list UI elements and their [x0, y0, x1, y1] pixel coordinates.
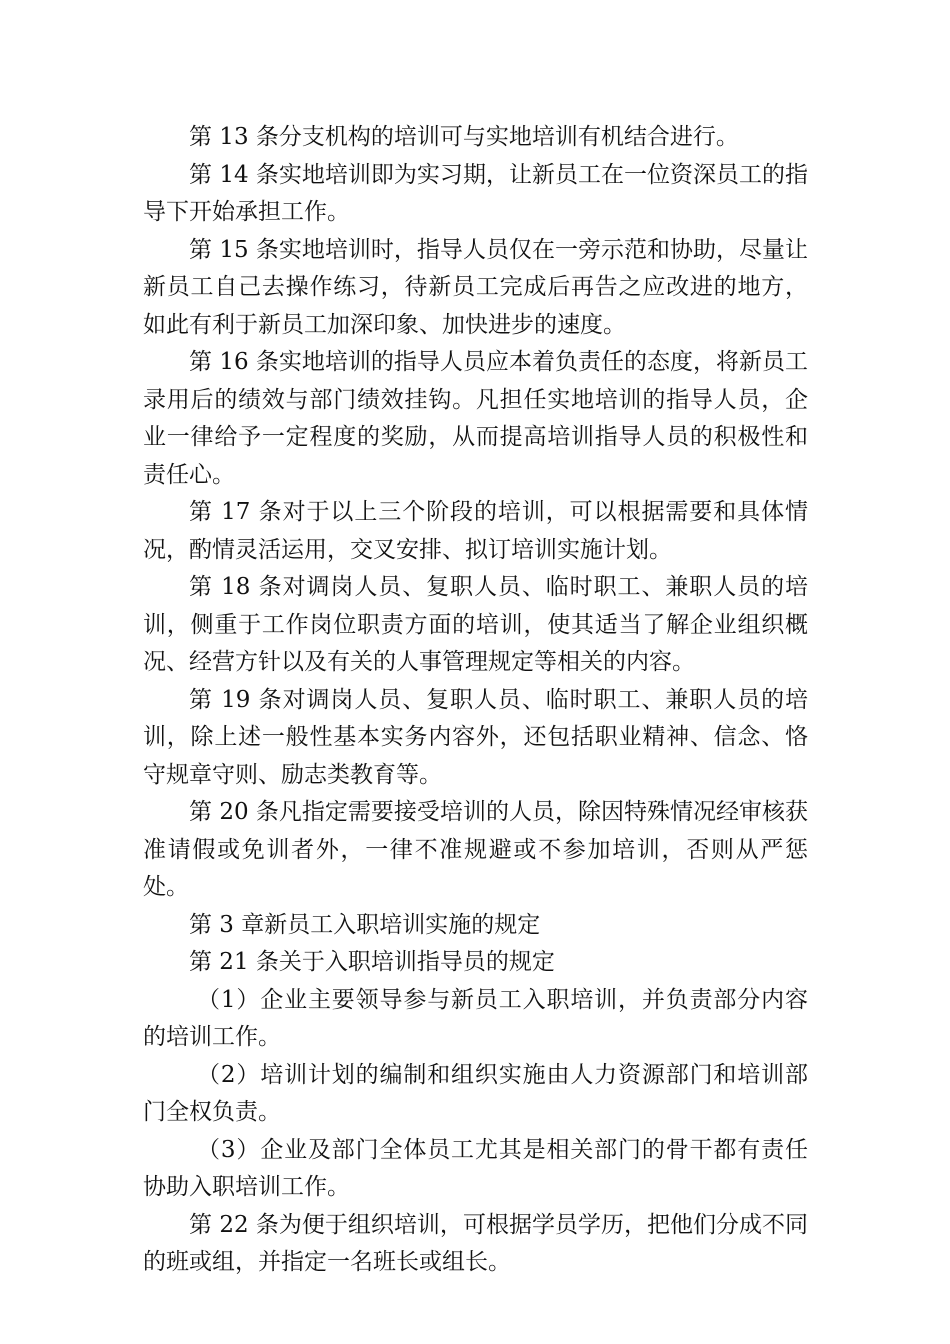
article-21-item-3: （3）企业及部门全体员工尤其是相关部门的骨干都有责任协助入职培训工作。 [143, 1136, 808, 1200]
article-18: 第 18 条对调岗人员、复职人员、临时职工、兼职人员的培训，侧重于工作岗位职责方面的培训，使其适当了解企业组织概况、经营方针以及有关的人事管理规定等相关的内容。 [143, 574, 808, 675]
article-21-item-1: （1）企业主要领导参与新员工入职培训，并负责部分内容的培训工作。 [143, 986, 808, 1050]
article-15: 第 15 条实地培训时，指导人员仅在一旁示范和协助，尽量让新员工自己去操作练习，待新员工完成后再告之应改进的地方，如此有利于新员工加深印象、加快进步的速度。 [143, 236, 808, 338]
article-21-item-2: （2）培训计划的编制和组织实施由人力资源部门和培训部门全权负责。 [143, 1061, 808, 1125]
article-13: 第 13 条分支机构的培训可与实地培训有机结合进行。 [189, 124, 739, 150]
article-19: 第 19 条对调岗人员、复职人员、临时职工、兼职人员的培训，除上述一般性基本实务内容外，还包括职业精神、信念、恪守规章守则、励志类教育等。 [143, 686, 808, 788]
document-body [143, 119, 808, 1282]
chapter-3-heading: 第 3 章新员工入职培训实施的规定 [189, 911, 541, 938]
article-16: 第 16 条实地培训的指导人员应本着负责任的态度，将新员工录用后的绩效与部门绩效挂钩。凡担任实地培训的指导人员，企业一律给予一定程度的奖励，从而提高培训指导人员的积极性和责任心。 [143, 349, 808, 488]
article-14: 第 14 条实地培训即为实习期，让新员工在一位资深员工的指导下开始承担工作。 [143, 161, 808, 225]
article-21: 第 21 条关于入职培训指导员的规定 [189, 949, 555, 975]
article-17: 第 17 条对于以上三个阶段的培训，可以根据需要和具体情况，酌情灵活运用，交叉安排、拟订培训实施计划。 [143, 499, 808, 563]
article-22: 第 22 条为便于组织培训，可根据学员学历，把他们分成不同的班或组，并指定一名班长或组长。 [143, 1211, 808, 1275]
article-20: 第 20 条凡指定需要接受培训的人员，除因特殊情况经审核获准请假或免训者外，一律不准规避或不参加培训，否则从严惩处。 [143, 799, 808, 900]
